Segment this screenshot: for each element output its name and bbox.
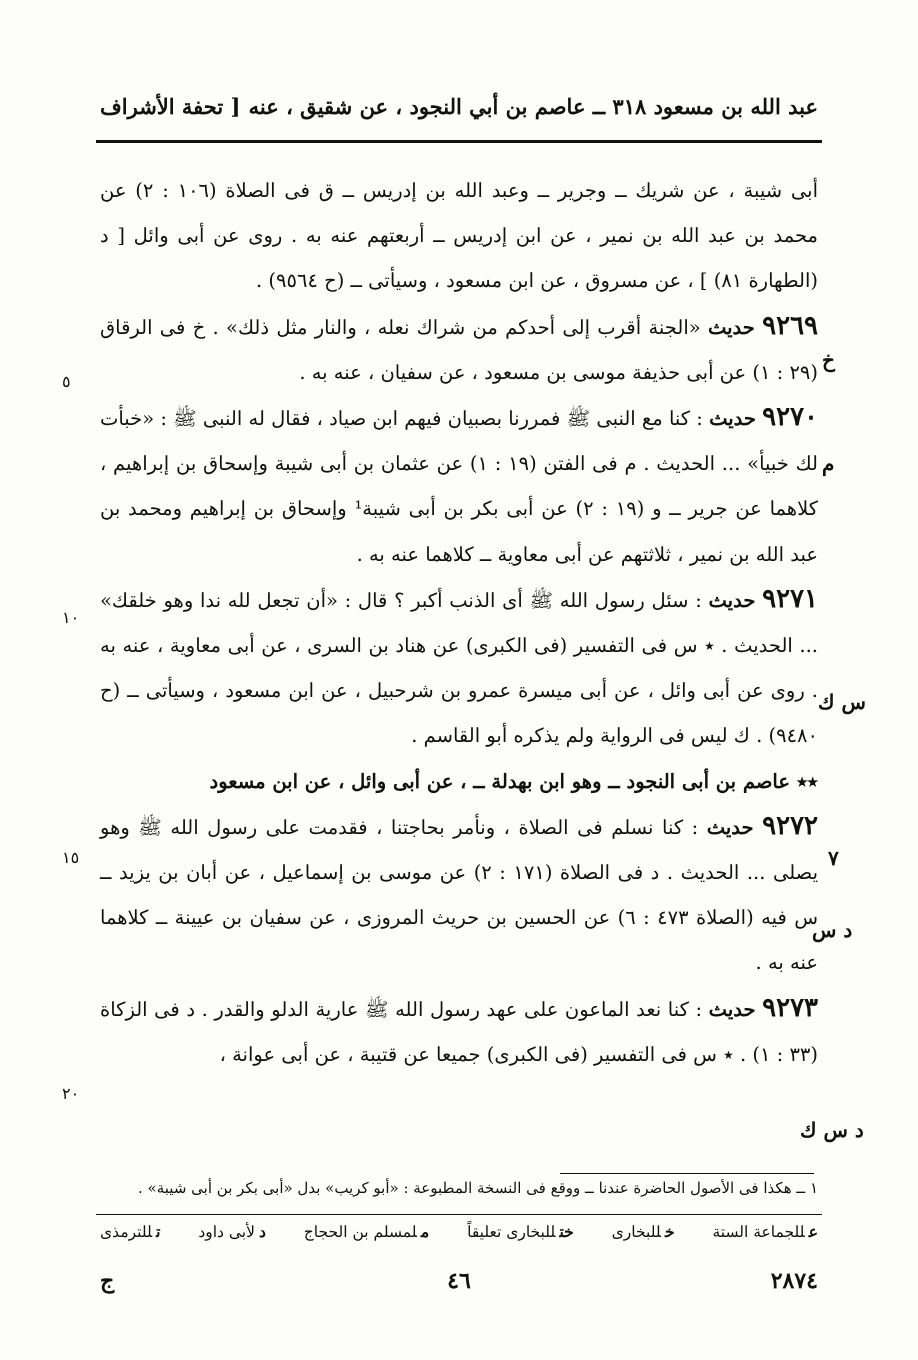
footnote-rule <box>560 1173 814 1174</box>
header-title: عبد الله بن مسعود ٣١٨ ــ عاصم بن أبي النجود ، عن شقيق ، عنه <box>248 94 818 119</box>
legend-item: تللترمذى <box>100 1222 161 1241</box>
hadith-keyword: حديث <box>709 407 756 431</box>
line-number: ١٥ <box>62 848 80 867</box>
footnote: ١ ــ هكذا فى الأصول الحاضرة عندنا ــ ووقع فى النسخة المطبوعة : «أبو كريب» بدل «أبى بكر بن أبى شيبة» . <box>138 1179 818 1197</box>
page-number: ٤٦ <box>447 1268 471 1294</box>
hadith-text: : كنا مع النبى ﷺ فمررنا بصبيان فيهم ابن صياد ، فقال له النبى ﷺ : «خبأت لك خبيأ» ... الحديث . م فى الفتن (١٩ : ١) عن عثمان بن أبى شيبة وإسحاق بن إبراهيم ، كلاهما عن جرير ــ و (١٩ : ٢) عن أبى بكر بن أبى شيبة¹ وإسحاق بن إبراهيم ومحمد بن عبد الله بن نمير ، ثلاثتهم عن أبى معاوية ــ كلاهما عنه به . <box>100 407 819 566</box>
entry-continuation: أبى شيبة ، عن شريك ــ وجرير ــ وعبد الله بن إدريس ــ ق فى الصلاة (١٠٦ : ٢) عن محمد بن عبد الله بن نمير ، عن ابن إدريس ــ أربعتهم عنه به . روى عن أبى وائل [ د (الطهارة ٨١) ] ، عن مسروق ، عن ابن مسعود ، وسيأتى ــ (ح ٩٥٦٤) . <box>100 179 819 293</box>
legend-item: ملمسلم بن الحجاج <box>303 1222 430 1241</box>
page-body <box>100 168 818 1077</box>
hadith-entry <box>100 986 818 1077</box>
hadith-entry <box>100 395 818 577</box>
legend-item: دلأبى داود <box>198 1222 266 1241</box>
volume-mark: ج <box>100 1268 115 1294</box>
hadith-keyword: حديث <box>708 588 756 612</box>
hadith-entry <box>100 304 818 395</box>
margin-source-mark: ٧ <box>828 846 839 870</box>
hadith-number: ٩٢٦٩ <box>762 310 818 341</box>
hadith-number: ٩٢٧٣ <box>762 992 818 1023</box>
margin-source-mark: س ك <box>818 690 866 714</box>
hadith-keyword: حديث <box>706 815 754 839</box>
isnad-chain-heading: ٭٭ عاصم بن أبى النجود ــ وهو ابن بهدلة ــ ، عن أبى وائل ، عن ابن مسعود <box>209 769 818 793</box>
margin-source-mark: د س <box>812 918 853 942</box>
hadith-number: ٩٢٧١ <box>762 583 818 614</box>
hadith-keyword: حديث <box>708 997 756 1021</box>
sequence-number: ٢٨٧٤ <box>770 1268 818 1294</box>
legend-rule <box>96 1214 822 1215</box>
margin-source-mark: م <box>822 452 835 476</box>
hadith-number: ٩٢٧٠ <box>762 402 819 433</box>
hadith-number: ٩٢٧٢ <box>762 810 818 841</box>
legend-item: ختللبخارى تعليقاً <box>467 1222 574 1241</box>
legend-item: خللبخارى <box>611 1222 675 1241</box>
hadith-text: : سئل رسول الله ﷺ أى الذنب أكبر ؟ قال : «أن تجعل لله ندا وهو خلقك» ... الحديث . ٭ س فى التفسير (فى الكبرى) عن هناد بن السرى ، عن أبى معاوية ، عنه به . روى عن أبى وائل ، عن أبى ميسرة عمرو بن شرحبيل ، عن ابن مسعود ، وسيأتى ــ (ح ٩٤٨٠) . ك ليس فى الرواية ولم يذكره أبو القاسم . <box>100 588 818 748</box>
hadith-keyword: حديث <box>707 315 755 339</box>
hadith-text: : كنا نسلم فى الصلاة ، ونأمر بحاجتنا ، فقدمت على رسول الله ﷺ وهو يصلى ... الحديث . د فى الصلاة (١٧١ : ٢) عن موسى بن إسماعيل ، عن أبان بن يزيد ــ س فيه (الصلاة ٤٧٣ : ٦) عن الحسين بن حريث المروزى ، عن سفيان بن عيينة ــ كلاهما عنه به . <box>100 815 818 975</box>
page-footer <box>100 1268 818 1308</box>
line-number: ٥ <box>62 372 71 391</box>
margin-source-mark: خ <box>822 348 835 372</box>
symbol-legend <box>100 1222 818 1241</box>
header-rule <box>96 140 822 143</box>
hadith-text: «الجنة أقرب إلى أحدكم من شراك نعله ، والنار مثل ذلك» . خ فى الرقاق (٢٩ : ١) عن أبى حذيفة موسى بن مسعود ، عن سفيان ، عنه به . <box>100 315 818 384</box>
hadith-text: : كنا نعد الماعون على عهد رسول الله ﷺ عارية الدلو والقدر . د فى الزكاة (٣٣ : ١) . ٭ س فى التفسير (فى الكبرى) جميعا عن قتيبة ، عن أبى عوانة ، <box>100 997 818 1066</box>
running-header <box>100 92 818 132</box>
legend-item: عللجماعة الستة <box>712 1222 818 1241</box>
line-number: ١٠ <box>62 608 80 627</box>
margin-source-mark: د س ك <box>800 1118 864 1142</box>
hadith-entry <box>100 804 818 986</box>
hadith-entry <box>100 577 818 759</box>
line-number: ٢٠ <box>62 1084 80 1103</box>
header-book-title: [ تحفة الأشراف <box>100 94 241 119</box>
